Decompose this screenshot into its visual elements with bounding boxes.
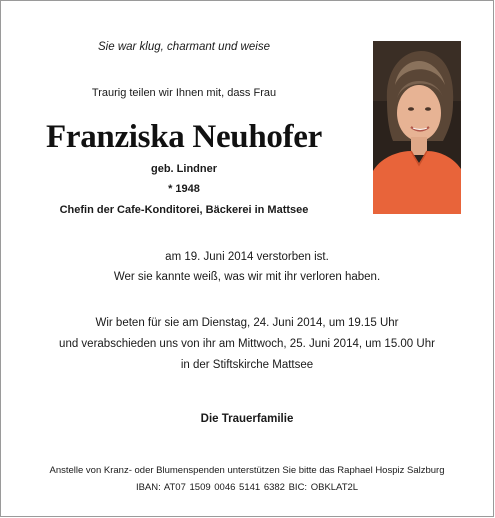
intro-text: Traurig teilen wir Ihnen mit, dass Frau bbox=[91, 87, 277, 99]
occupation: Chefin der Cafe-Konditorei, Bäckerei in Mattsee bbox=[59, 204, 309, 216]
service-location: in der Stiftskirche Mattsee bbox=[180, 359, 314, 371]
bank-details: IBAN: AT07 1509 0046 5141 6382 BIC: OBKLAT2L bbox=[135, 482, 359, 493]
portrait-photo bbox=[373, 41, 461, 214]
memory-line: Wer sie kannte weiß, was wir mit ihr verloren haben. bbox=[113, 271, 381, 283]
death-date: am 19. Juni 2014 verstorben ist. bbox=[165, 251, 329, 263]
farewell-service: und verabschieden uns von ihr am Mittwoch, 25. Juni 2014, um 15.00 Uhr bbox=[59, 338, 435, 350]
signature-family: Die Trauerfamilie bbox=[200, 413, 294, 425]
birth-year: * 1948 bbox=[168, 183, 200, 195]
maiden-name: geb. Lindner bbox=[151, 163, 217, 175]
motto: Sie war klug, charmant und weise bbox=[98, 41, 270, 53]
deceased-name: Franziska Neuhofer bbox=[46, 119, 322, 155]
prayer-service: Wir beten für sie am Dienstag, 24. Juni 2014, um 19.15 Uhr bbox=[95, 317, 399, 329]
donation-note: Anstelle von Kranz- oder Blumenspenden unterstützen Sie bitte das Raphael Hospiz Salzburg bbox=[49, 465, 445, 476]
